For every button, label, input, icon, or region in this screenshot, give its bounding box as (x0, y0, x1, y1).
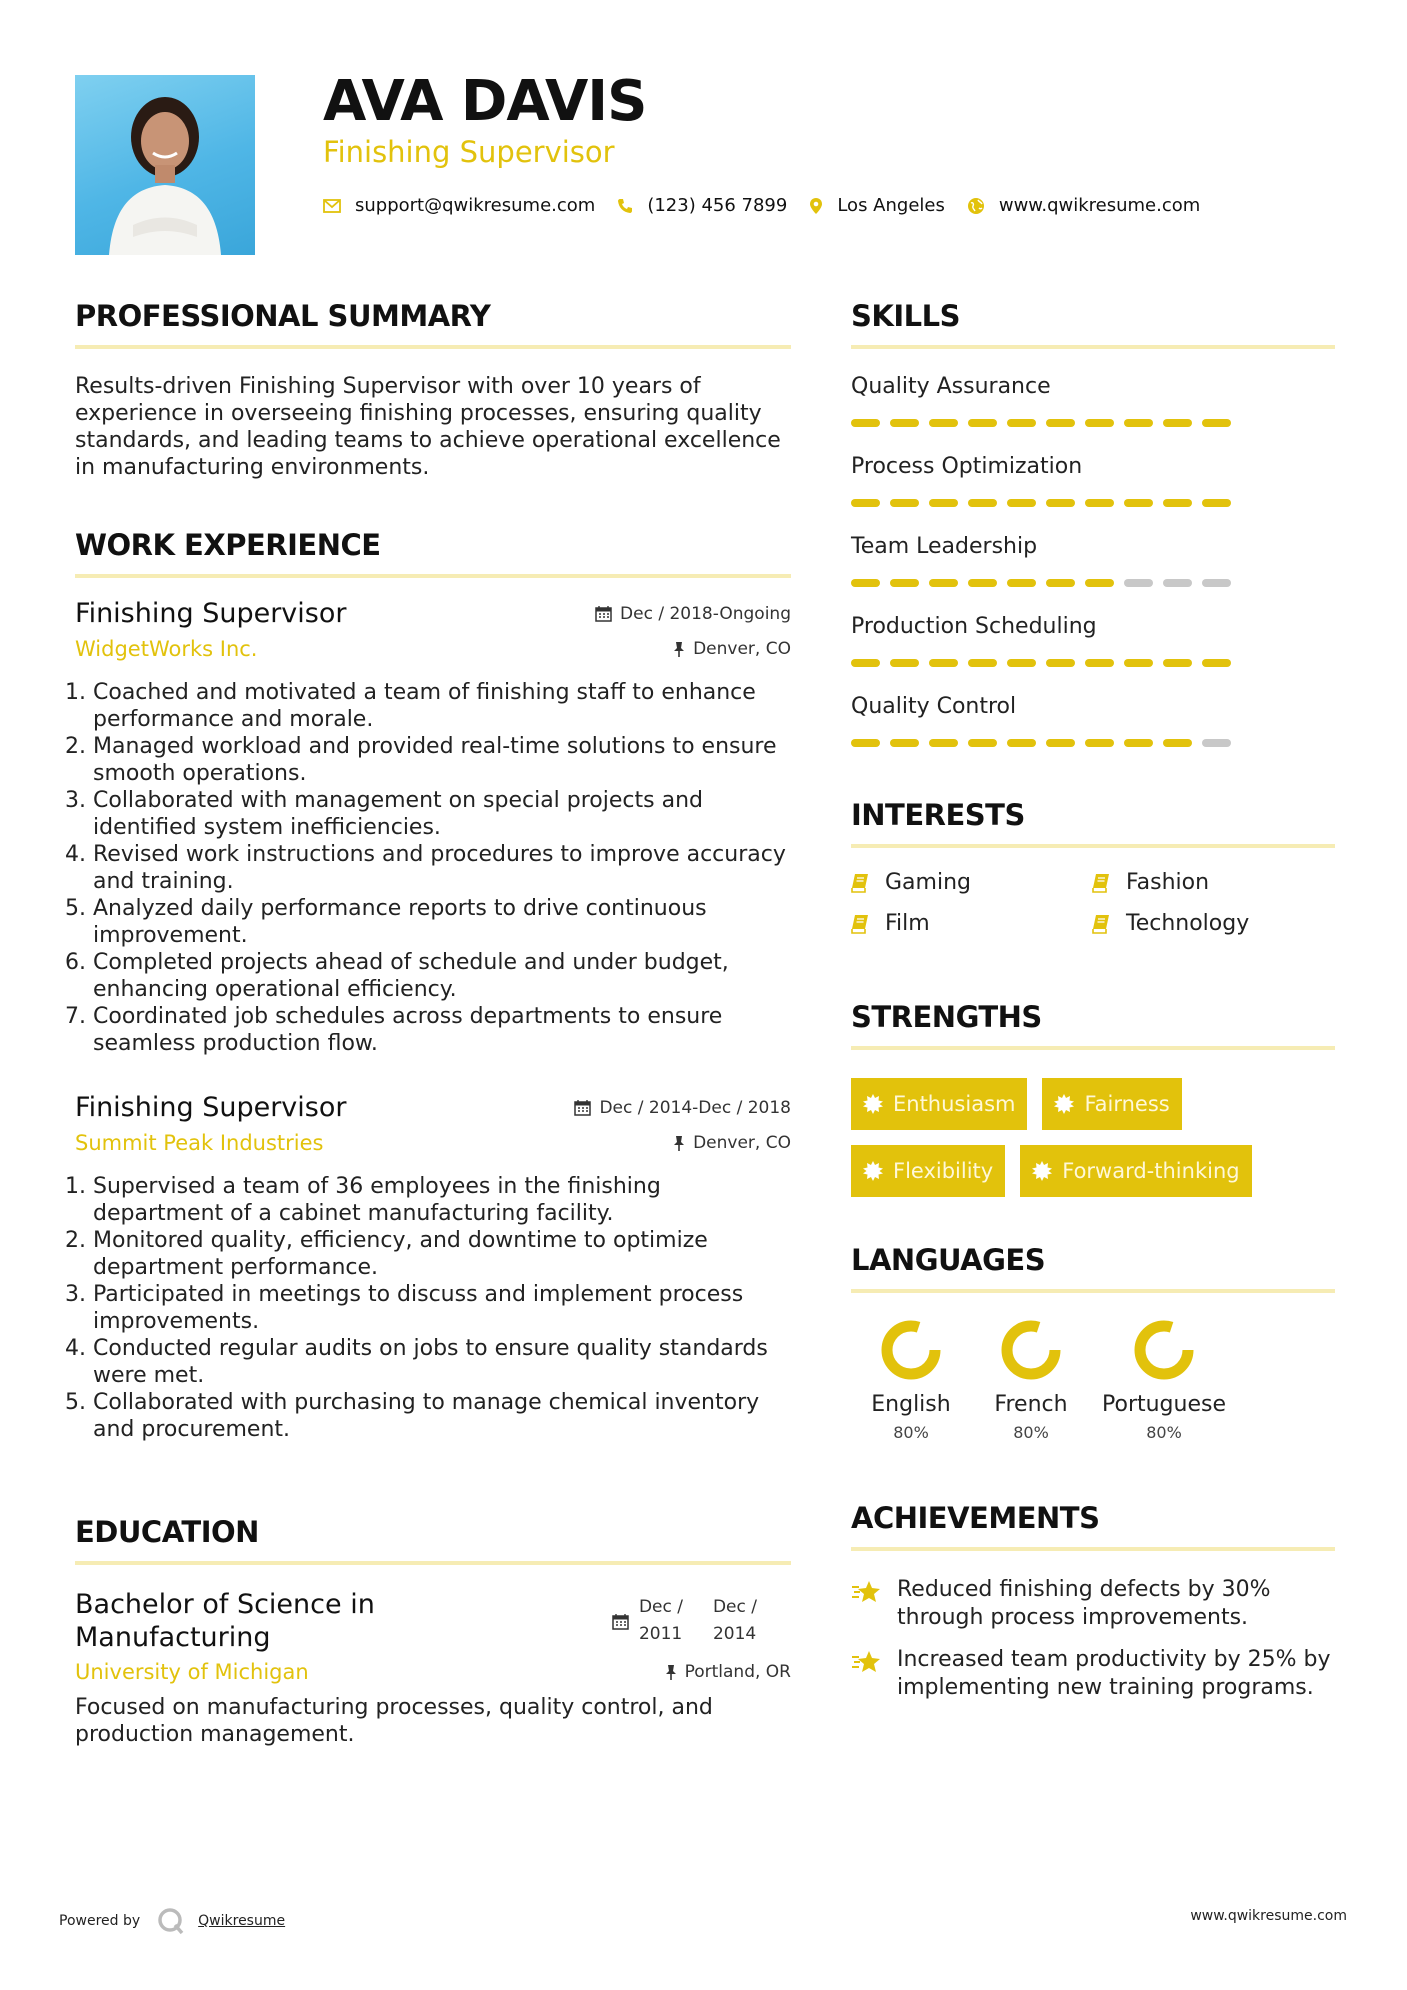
sun-badge-icon (863, 1094, 883, 1114)
strength-chip (1042, 1078, 1181, 1130)
calendar-icon (595, 605, 612, 622)
languages-heading: LANGUAGES (851, 1243, 1046, 1277)
language-item (851, 1318, 971, 1442)
skill-level-dash (1085, 579, 1114, 587)
phone-icon (617, 198, 633, 214)
sun-badge-icon (863, 1161, 883, 1181)
job-location (673, 1133, 791, 1153)
skill-level-dash (1163, 419, 1192, 427)
skill-level-dash (1007, 499, 1036, 507)
language-item (971, 1318, 1091, 1442)
skill-item (851, 534, 1335, 587)
list-item (1092, 870, 1333, 895)
education-description: Focused on manufacturing processes, quality control, and production management. (75, 1695, 713, 1747)
skill-level-dash (1124, 659, 1153, 667)
skill-level-dash (1124, 739, 1153, 747)
job-entry-1 (75, 598, 791, 1057)
summary-rule (75, 345, 791, 349)
location-text: Los Angeles (837, 195, 945, 216)
skills-rule (851, 345, 1335, 349)
sun-badge-icon (1054, 1094, 1074, 1114)
pushpin-icon (673, 641, 685, 658)
skill-level-dash (1124, 419, 1153, 427)
book-icon (1092, 873, 1110, 893)
education-rule (75, 1561, 791, 1565)
skill-name: Quality Assurance (851, 374, 1051, 399)
skill-level-dash (929, 659, 958, 667)
skill-level-dash (851, 579, 880, 587)
skill-item (851, 374, 1335, 427)
skill-level-meter (851, 499, 1335, 507)
qwikresume-logo-icon (156, 1906, 186, 1936)
globe-icon (967, 197, 985, 215)
list-item (851, 870, 1092, 895)
skill-level-dash (968, 579, 997, 587)
skills-heading: SKILLS (851, 299, 960, 333)
start-month: Dec / (638, 1597, 683, 1617)
skills-list (851, 374, 1335, 774)
shooting-star-icon (851, 1649, 883, 1675)
job-entry-2 (75, 1092, 791, 1443)
skill-level-dash (890, 579, 919, 587)
list-item: 3. Collaborated with management on special projects and identified system inefficiencies. (93, 787, 791, 841)
languages-list (851, 1318, 1237, 1442)
achievements-list (851, 1576, 1335, 1702)
language-gauge (1132, 1318, 1196, 1382)
calendar-icon (574, 1099, 591, 1116)
job-company: Summit Peak Industries (75, 1131, 324, 1155)
skill-level-dash (929, 579, 958, 587)
skill-level-dash (1007, 419, 1036, 427)
envelope-icon (323, 199, 341, 213)
school-name: University of Michigan (75, 1660, 309, 1684)
skill-level-dash (851, 499, 880, 507)
strengths-rule (851, 1046, 1335, 1050)
skill-name: Process Optimization (851, 454, 1083, 479)
skill-level-dash (1046, 659, 1075, 667)
list-item: 2. Monitored quality, efficiency, and downtime to optimize department performance. (93, 1227, 791, 1281)
skill-level-meter (851, 579, 1335, 587)
skill-level-meter (851, 739, 1335, 747)
strengths-list (851, 1078, 1335, 1197)
skill-level-dash (1046, 579, 1075, 587)
strength-label: Flexibility (893, 1159, 994, 1183)
education-location-text: Portland, OR (684, 1662, 791, 1682)
language-name: Portuguese (1102, 1392, 1226, 1417)
language-name: French (994, 1392, 1068, 1417)
sun-badge-icon (1032, 1161, 1052, 1181)
list-item: 5. Collaborated with purchasing to manage chemical inventory and procurement. (93, 1389, 791, 1443)
strength-label: Fairness (1084, 1092, 1170, 1116)
achievements-heading: ACHIEVEMENTS (851, 1501, 1100, 1535)
summary-text: Results-driven Finishing Supervisor with over 10 years of experience in overseeing finishing processes, ensuring quality standards, and leading teams to achieve operational excellence in manufacturing environments. (75, 374, 781, 480)
skill-level-dash (929, 419, 958, 427)
skill-item (851, 614, 1335, 667)
strength-label: Forward-thinking (1062, 1159, 1240, 1183)
skill-level-meter (851, 419, 1335, 427)
achievement-text: Increased team productivity by 25% by implementing new training programs. (897, 1647, 1331, 1700)
list-item (851, 1576, 1335, 1632)
language-name: English (871, 1392, 951, 1417)
phone-text: (123) 456 7899 (647, 195, 788, 216)
language-gauge (999, 1318, 1063, 1382)
interest-label: Technology (1126, 911, 1250, 936)
skill-level-dash (1163, 659, 1192, 667)
job-location-text: Denver, CO (693, 639, 791, 659)
powered-by-text: Powered by (59, 1913, 141, 1929)
degree-line-1: Bachelor of Science in (75, 1589, 375, 1620)
list-item: 5. Analyzed daily performance reports to drive continuous improvement. (93, 895, 791, 949)
website-text: www.qwikresume.com (998, 195, 1201, 216)
skill-level-dash (929, 499, 958, 507)
language-value: 80% (1013, 1423, 1049, 1442)
education-end (713, 1594, 757, 1648)
job-location (673, 639, 791, 659)
candidate-title: Finishing Supervisor (323, 135, 615, 169)
language-item (1091, 1318, 1237, 1442)
book-icon (1092, 914, 1110, 934)
skill-level-dash (890, 419, 919, 427)
job-company: WidgetWorks Inc. (75, 637, 258, 661)
end-year: 2014 (712, 1624, 757, 1644)
list-item: 1. Supervised a team of 36 employees in the finishing department of a cabinet manufacturing facility. (93, 1173, 791, 1227)
location-pin-icon (809, 197, 823, 215)
skill-level-dash (1163, 579, 1192, 587)
strengths-heading: STRENGTHS (851, 1000, 1042, 1034)
skill-level-meter (851, 659, 1335, 667)
language-gauge-arc (887, 1326, 935, 1374)
list-item: 3. Participated in meetings to discuss and implement process improvements. (93, 1281, 791, 1335)
languages-rule (851, 1289, 1335, 1293)
footer-branding (59, 1906, 285, 1936)
experience-rule (75, 574, 791, 578)
interest-label: Film (885, 911, 930, 936)
skill-level-dash (968, 739, 997, 747)
skill-level-dash (968, 499, 997, 507)
skill-level-dash (1085, 739, 1114, 747)
skill-level-dash (1007, 739, 1036, 747)
skill-level-dash (1085, 659, 1114, 667)
skill-level-dash (851, 739, 880, 747)
degree-title (75, 1588, 375, 1654)
contact-phone[interactable] (617, 195, 787, 216)
education-heading: EDUCATION (75, 1515, 259, 1549)
contact-email[interactable] (323, 195, 595, 216)
job-title: Finishing Supervisor (75, 1092, 347, 1123)
interests-list (851, 870, 1335, 936)
list-item: 4. Conducted regular audits on jobs to ensure quality standards were met. (93, 1335, 791, 1389)
education-dates (612, 1588, 757, 1654)
book-icon (851, 914, 869, 934)
strength-label: Enthusiasm (893, 1092, 1016, 1116)
skill-level-dash (1046, 739, 1075, 747)
education-start (639, 1594, 683, 1648)
skill-level-dash (968, 659, 997, 667)
skill-item (851, 694, 1335, 747)
experience-heading: WORK EXPERIENCE (75, 528, 381, 562)
job-location-text: Denver, CO (693, 1133, 791, 1153)
skill-level-dash (1046, 499, 1075, 507)
skill-level-dash (1202, 579, 1231, 587)
contact-info (323, 195, 1222, 216)
skill-level-dash (1085, 499, 1114, 507)
skill-level-dash (1124, 499, 1153, 507)
language-value: 80% (1146, 1423, 1182, 1442)
strength-chip (851, 1145, 1005, 1197)
job-title: Finishing Supervisor (75, 598, 347, 629)
skill-level-dash (1202, 419, 1231, 427)
contact-website[interactable] (967, 195, 1200, 216)
profile-portrait-icon (75, 75, 255, 255)
shooting-star-icon (851, 1579, 883, 1605)
skill-level-dash (968, 419, 997, 427)
language-value: 80% (893, 1423, 929, 1442)
list-item: 2. Managed workload and provided real-time solutions to ensure smooth operations. (93, 733, 791, 787)
start-year: 2011 (638, 1624, 683, 1644)
job-dates (574, 1098, 791, 1118)
skill-level-dash (1124, 579, 1153, 587)
candidate-name: AVA DAVIS (323, 69, 647, 134)
skill-level-dash (1046, 419, 1075, 427)
skill-level-dash (1163, 499, 1192, 507)
list-item: 7. Coordinated job schedules across departments to ensure seamless production flow. (93, 1003, 791, 1057)
brand-link[interactable]: Qwikresume (198, 1913, 286, 1929)
skill-level-dash (1202, 659, 1231, 667)
interest-label: Gaming (885, 870, 971, 895)
interest-label: Fashion (1126, 870, 1210, 895)
profile-photo (75, 75, 255, 255)
footer-website[interactable]: www.qwikresume.com (1190, 1908, 1347, 1924)
skill-level-dash (1007, 659, 1036, 667)
book-icon (851, 873, 869, 893)
skill-level-dash (929, 739, 958, 747)
job-dates-text: Dec / 2018-Ongoing (620, 603, 791, 624)
list-item: 4. Revised work instructions and procedures to improve accuracy and training. (93, 841, 791, 895)
achievements-rule (851, 1547, 1335, 1551)
list-item (851, 1646, 1335, 1702)
skill-level-dash (851, 419, 880, 427)
skill-level-dash (890, 499, 919, 507)
skill-level-dash (1085, 419, 1114, 427)
education-location (665, 1662, 791, 1682)
education-entry (75, 1588, 791, 1748)
strength-chip (1020, 1145, 1251, 1197)
job-bullets (75, 1173, 791, 1443)
language-gauge-arc (1140, 1326, 1188, 1374)
skill-name: Production Scheduling (851, 614, 1097, 639)
pushpin-icon (673, 1135, 685, 1152)
list-item (851, 911, 1092, 936)
summary-heading: PROFESSIONAL SUMMARY (75, 299, 491, 333)
skill-level-dash (1007, 579, 1036, 587)
language-gauge-arc (1007, 1326, 1055, 1374)
pushpin-icon (665, 1664, 677, 1681)
job-dates (595, 604, 791, 624)
skill-level-dash (1202, 739, 1231, 747)
calendar-icon (612, 1613, 629, 1630)
contact-location (809, 195, 945, 216)
skill-item (851, 454, 1335, 507)
skill-level-dash (890, 739, 919, 747)
email-text: support@qwikresume.com (355, 195, 596, 216)
skill-level-dash (851, 659, 880, 667)
job-dates-text: Dec / 2014-Dec / 2018 (599, 1097, 791, 1118)
strength-chip (851, 1078, 1027, 1130)
job-bullets (75, 679, 791, 1057)
degree-line-2: Manufacturing (75, 1622, 271, 1653)
end-month: Dec / (712, 1597, 757, 1617)
skill-name: Team Leadership (851, 534, 1038, 559)
list-item (1092, 911, 1333, 936)
interests-heading: INTERESTS (851, 798, 1025, 832)
skill-level-dash (1202, 499, 1231, 507)
achievement-text: Reduced finishing defects by 30% through process improvements. (897, 1577, 1271, 1630)
skill-level-dash (1163, 739, 1192, 747)
skill-name: Quality Control (851, 694, 1017, 719)
skill-level-dash (890, 659, 919, 667)
language-gauge (879, 1318, 943, 1382)
list-item: 6. Completed projects ahead of schedule and under budget, enhancing operational efficiency. (93, 949, 791, 1003)
interests-rule (851, 844, 1335, 848)
list-item: 1. Coached and motivated a team of finishing staff to enhance performance and morale. (93, 679, 791, 733)
